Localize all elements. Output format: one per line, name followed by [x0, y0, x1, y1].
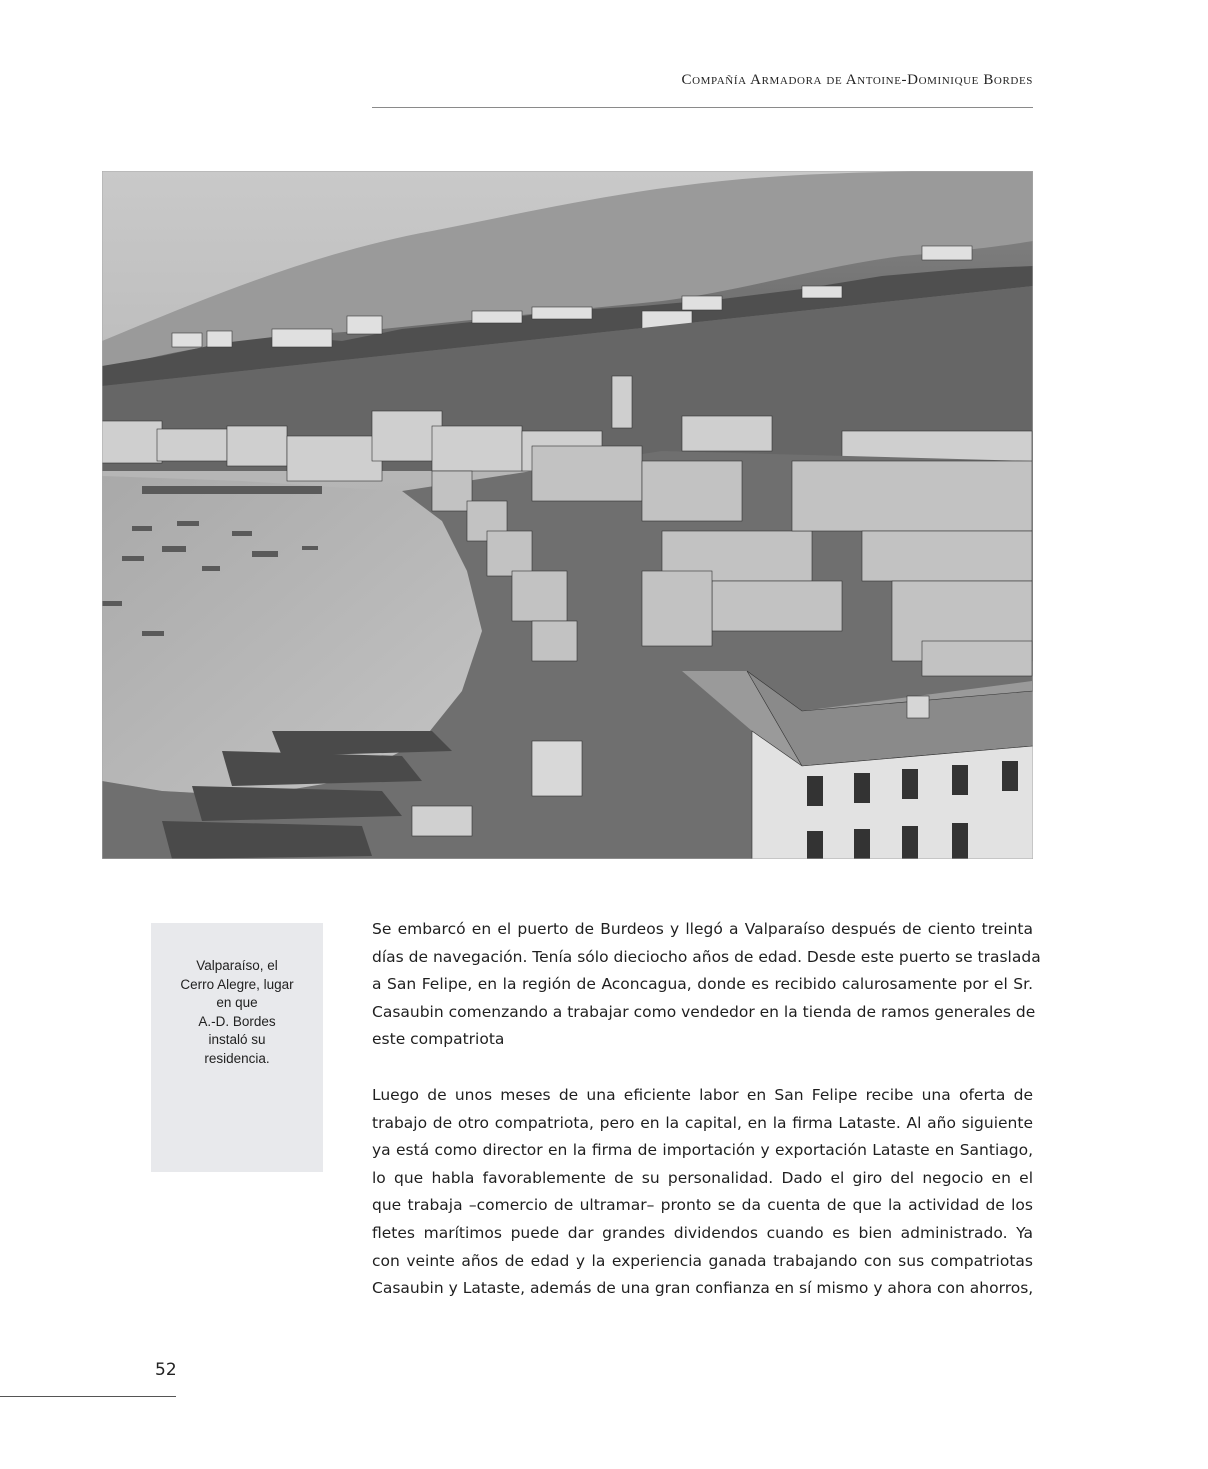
photo-caption-box — [151, 923, 323, 1172]
page-number: 52 — [155, 1360, 177, 1380]
running-head: Compañía Armadora de Antoine-Dominique Bordes — [681, 72, 1033, 88]
historic-photo-valparaiso — [102, 171, 1033, 859]
footer-rule — [0, 1396, 176, 1397]
photo-caption: Valparaíso, el Cerro Alegre, lugar en que A.-D. Bordes instaló su residencia. — [180, 958, 294, 1066]
body-paragraph-2: Luego de unos meses de una eficiente labor en San Felipe recibe una oferta de trabajo de otro compatriota, pero en la capital, en la firma Lataste. Al año siguiente ya está como director en la firma de importación y exportación Lataste en Santiago, lo que habla favorablemente de su personalidad. Dado el giro del negocio en el que trabaja –comercio de ultramar– pronto se da cuenta de que la actividad de los fletes marítimos puede dar grandes dividendos cuando es bien administrado. Ya con veinte años de edad y la experiencia ganada trabajando con sus compatriotas Casaubin y Lataste, además de una gran confianza en sí mismo y ahora con ahorros, — [372, 1086, 1034, 1298]
body-paragraph-1: Se embarcó en el puerto de Burdeos y llegó a Valparaíso después de ciento treinta días de navegación. Tenía sólo dieciocho años de edad. Desde este puerto se traslada a San Felipe, en la región de Aconcagua, donde es recibido calurosamente por el Sr. Casaubin comenzando a trabajar como vendedor en la tienda de ramos generales de este compatriota — [372, 920, 1041, 1049]
header-rule — [372, 107, 1033, 108]
